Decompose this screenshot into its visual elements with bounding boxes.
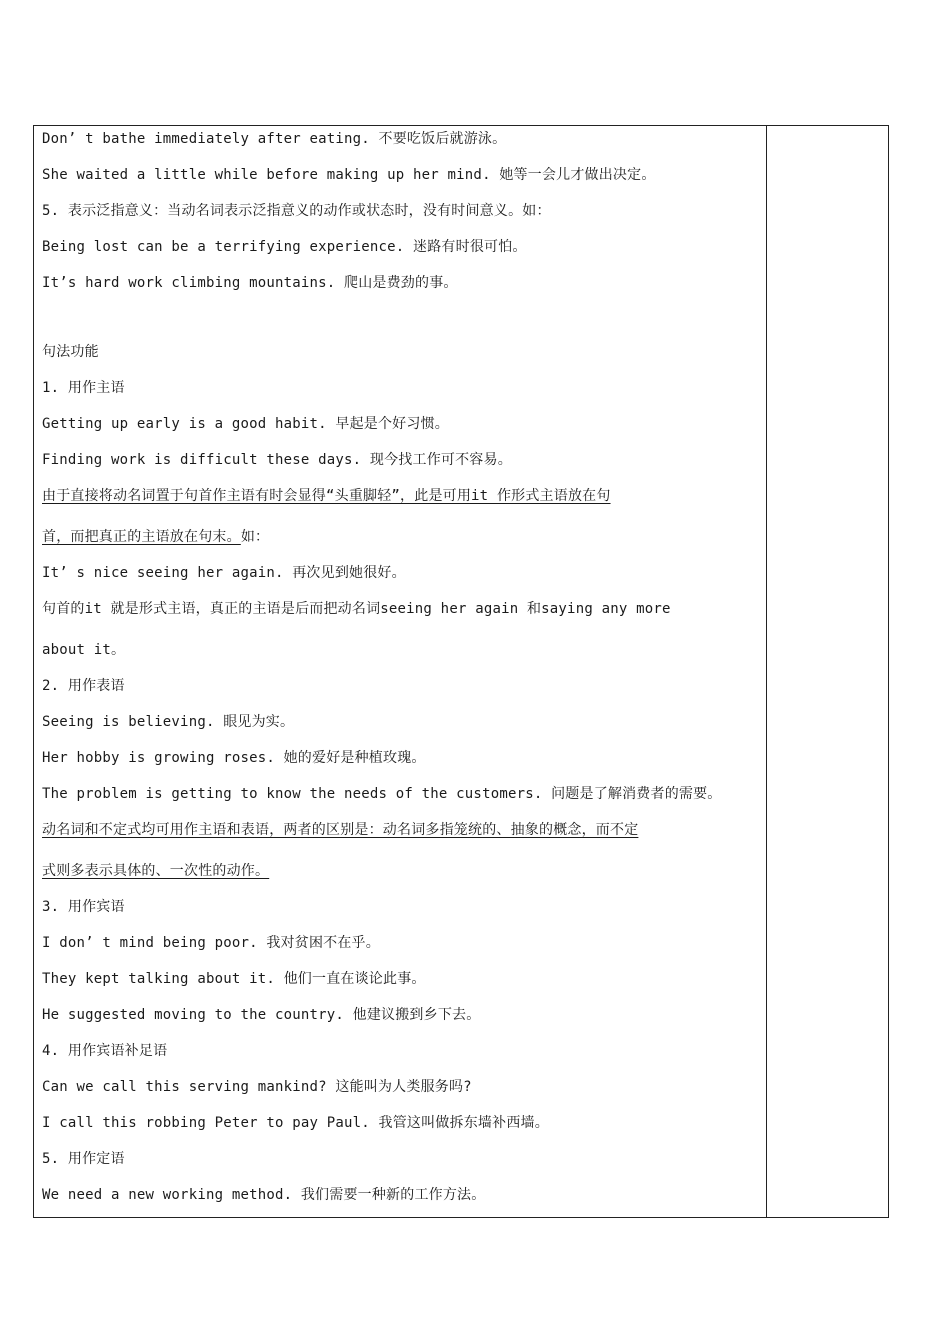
text-line: Seeing is believing. 眼见为实。: [42, 714, 295, 730]
subsection-heading: 3. 用作宾语: [42, 899, 125, 915]
underlined-note: 首，而把真正的主语放在句末。: [42, 529, 241, 545]
text-line: Finding work is difficult these days. 现今找工作可不容易。: [42, 452, 512, 468]
text-line: Getting up early is a good habit. 早起是个好习惯。: [42, 416, 449, 432]
text-line: about it。: [42, 642, 126, 658]
text-line: Being lost can be a terrifying experience. 迷路有时很可怕。: [42, 239, 527, 255]
text-line: He suggested moving to the country. 他建议搬到乡下去。: [42, 1007, 481, 1023]
text-line: She waited a little while before making up her mind. 她等一会儿才做出决定。: [42, 167, 656, 183]
subsection-heading: 2. 用作表语: [42, 678, 125, 694]
text-line: I call this robbing Peter to pay Paul. 我管这叫做拆东墙补西墙。: [42, 1115, 549, 1131]
text-line: They kept talking about it. 他们一直在谈论此事。: [42, 971, 426, 987]
content-cell: [34, 126, 766, 1217]
column-divider: [766, 126, 767, 1217]
text-line: I don’ t mind being poor. 我对贫困不在乎。: [42, 935, 380, 951]
section-heading: 句法功能: [42, 344, 99, 360]
text-line: Can we call this serving mankind? 这能叫为人类服务吗?: [42, 1079, 472, 1095]
text-line: The problem is getting to know the needs of the customers. 问题是了解消费者的需要。: [42, 786, 722, 802]
underlined-note: 式则多表示具体的、一次性的动作。: [42, 863, 270, 879]
text-line: [42, 527, 269, 547]
text-line: It’s hard work climbing mountains. 爬山是费劲的事。: [42, 275, 458, 291]
subsection-heading: 4. 用作宾语补足语: [42, 1043, 168, 1059]
text-line: 5. 表示泛指意义：当动名词表示泛指意义的动作或状态时，没有时间意义。如：: [42, 203, 551, 219]
subsection-heading: 5. 用作定语: [42, 1151, 125, 1167]
text-line: Her hobby is growing roses. 她的爱好是种植玫瑰。: [42, 750, 426, 766]
underlined-note: 由于直接将动名词置于句首作主语有时会显得“头重脚轻”，此是可用it 作形式主语放在句: [42, 488, 611, 504]
document-table: [33, 125, 889, 1218]
text-line: Don’ t bathe immediately after eating. 不要吃饭后就游泳。: [42, 131, 507, 147]
note-suffix: 如：: [240, 529, 270, 545]
text-line: 句首的it 就是形式主语，真正的主语是后而把动名词seeing her again 和saying any more: [42, 601, 671, 617]
underlined-note: 动名词和不定式均可用作主语和表语，两者的区别是：动名词多指笼统的、抽象的概念，而不定: [42, 822, 639, 838]
subsection-heading: 1. 用作主语: [42, 380, 125, 396]
text-line: It’ s nice seeing her again. 再次见到她很好。: [42, 565, 406, 581]
text-line: We need a new working method. 我们需要一种新的工作方法。: [42, 1187, 486, 1203]
